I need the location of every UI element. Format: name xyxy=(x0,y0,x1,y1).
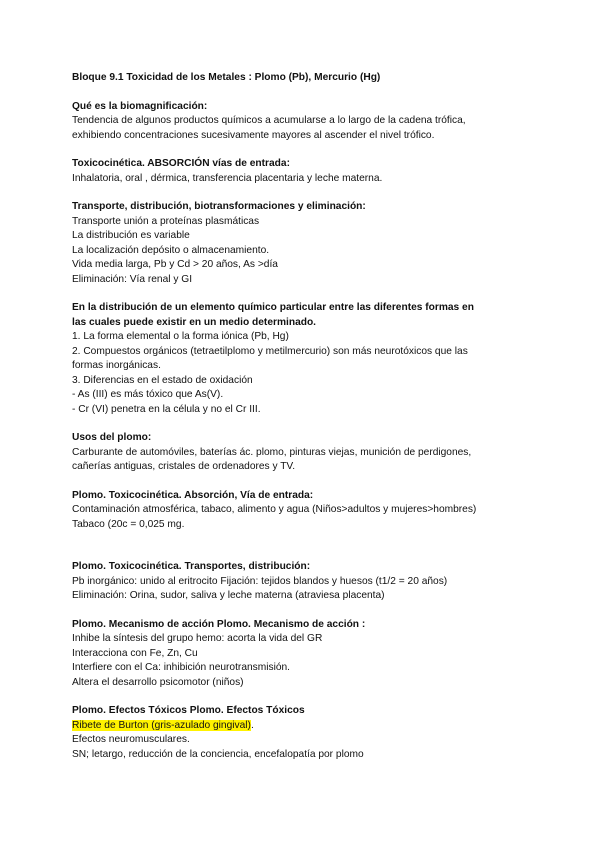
body-line: Tendencia de algunos productos químicos a acumularse a lo largo de la cadena trófica, xyxy=(72,115,466,126)
body-line: Tabaco (20c = 0,025 mg. xyxy=(72,518,185,530)
body-line: 1. La forma elemental o la forma iónica (Pb, Hg) xyxy=(72,331,289,342)
heading-line: Plomo. Mecanismo de acción Plomo. Mecanismo de acción : xyxy=(72,618,366,630)
body-line: SN; letargo, reducción de la conciencia, encefalopatía por plomo xyxy=(72,748,364,760)
section-heading xyxy=(72,100,560,115)
body-line: Contaminación atmosférica, tabaco, alimento y agua (Niños>adultos y mujeres>hombres) xyxy=(72,504,477,515)
document-title: Bloque 9.1 Toxicidad de los Metales : Plomo (Pb), Mercurio (Hg) xyxy=(72,72,381,83)
section-plomo-absorcion xyxy=(72,489,560,533)
highlight-suffix: . xyxy=(250,719,254,731)
section-plomo-mecanismo xyxy=(72,618,560,691)
body-line: La distribución es variable xyxy=(72,230,190,241)
body-line: Altera el desarrollo psicomotor (niños) xyxy=(72,676,244,688)
body-line: Interfiere con el Ca: inhibición neurotransmisión. xyxy=(72,662,291,673)
section-heading xyxy=(72,301,560,330)
heading-line: Plomo. Toxicocinética. Absorción, Vía de entrada: xyxy=(72,489,314,501)
heading-line: Transporte, distribución, biotransformaciones y eliminación: xyxy=(72,201,366,212)
section-heading xyxy=(72,618,560,633)
body-line: Vida media larga, Pb y Cd > 20 años, As >día xyxy=(72,259,278,270)
heading-line: las cuales puede existir en un medio determinado. xyxy=(72,316,317,328)
highlighted-text: Ribete de Burton (gris-azulado gingival) xyxy=(72,719,251,731)
heading-line: En la distribución de un elemento químico particular entre las diferentes formas en xyxy=(72,302,474,313)
section-heading xyxy=(72,704,560,719)
section-transporte xyxy=(72,200,560,287)
section-plomo-transportes xyxy=(72,560,560,604)
body-line: cañerías antiguas, cristales de ordenadores y TV. xyxy=(72,461,296,472)
heading-line: Plomo. Efectos Tóxicos Plomo. Efectos Tóxicos xyxy=(72,705,305,716)
body-line: - As (III) es más tóxico que As(V). xyxy=(72,389,224,400)
body-line: 2. Compuestos orgánicos (tetraetilplomo y metilmercurio) son más neurotóxicos que las xyxy=(72,345,468,357)
body-line: exhibiendo concentraciones sucesivamente mayores al ascender el nivel trófico. xyxy=(72,129,435,141)
section-distribucion-formas xyxy=(72,301,560,417)
heading-line: Usos del plomo: xyxy=(72,432,152,443)
section-heading xyxy=(72,157,560,172)
body-line: formas inorgánicas. xyxy=(72,360,161,371)
section-heading xyxy=(72,489,560,504)
highlighted-line xyxy=(72,719,560,734)
body-line: Efectos neuromusculares. xyxy=(72,734,190,745)
heading-line: Qué es la biomagnificación: xyxy=(72,100,208,112)
body-line: 3. Diferencias en el estado de oxidación xyxy=(72,374,253,386)
section-heading xyxy=(72,200,560,215)
section-biomagnificacion xyxy=(72,100,560,144)
body-line: La localización depósito o almacenamiento. xyxy=(72,244,270,256)
body-line: Interacciona con Fe, Zn, Cu xyxy=(72,647,198,659)
section-usos-plomo xyxy=(72,431,560,475)
section-heading xyxy=(72,560,560,575)
body-line: Eliminación: Orina, sudor, saliva y leche materna (atraviesa placenta) xyxy=(72,590,385,601)
body-line: - Cr (VI) penetra en la célula y no el Cr III. xyxy=(72,403,261,415)
body-line: Carburante de automóviles, baterías ác. plomo, pinturas viejas, munición de perdigones, xyxy=(72,446,472,458)
section-heading xyxy=(72,431,560,446)
body-line: Pb inorgánico: unido al eritrocito Fijación: tejidos blandos y huesos (t1/2 = 20 años) xyxy=(72,575,448,587)
body-line: Eliminación: Vía renal y GI xyxy=(72,273,193,285)
body-line: Inhibe la síntesis del grupo hemo: acorta la vida del GR xyxy=(72,633,323,644)
section-plomo-efectos xyxy=(72,704,560,762)
body-line: Inhalatoria, oral , dérmica, transferencia placentaria y leche materna. xyxy=(72,172,383,184)
section-absorcion xyxy=(72,157,560,186)
heading-line: Plomo. Toxicocinética. Transportes, distribución: xyxy=(72,561,311,572)
body-line: Transporte unión a proteínas plasmáticas xyxy=(72,215,260,227)
heading-line: Toxicocinética. ABSORCIÓN vías de entrada: xyxy=(72,158,290,169)
